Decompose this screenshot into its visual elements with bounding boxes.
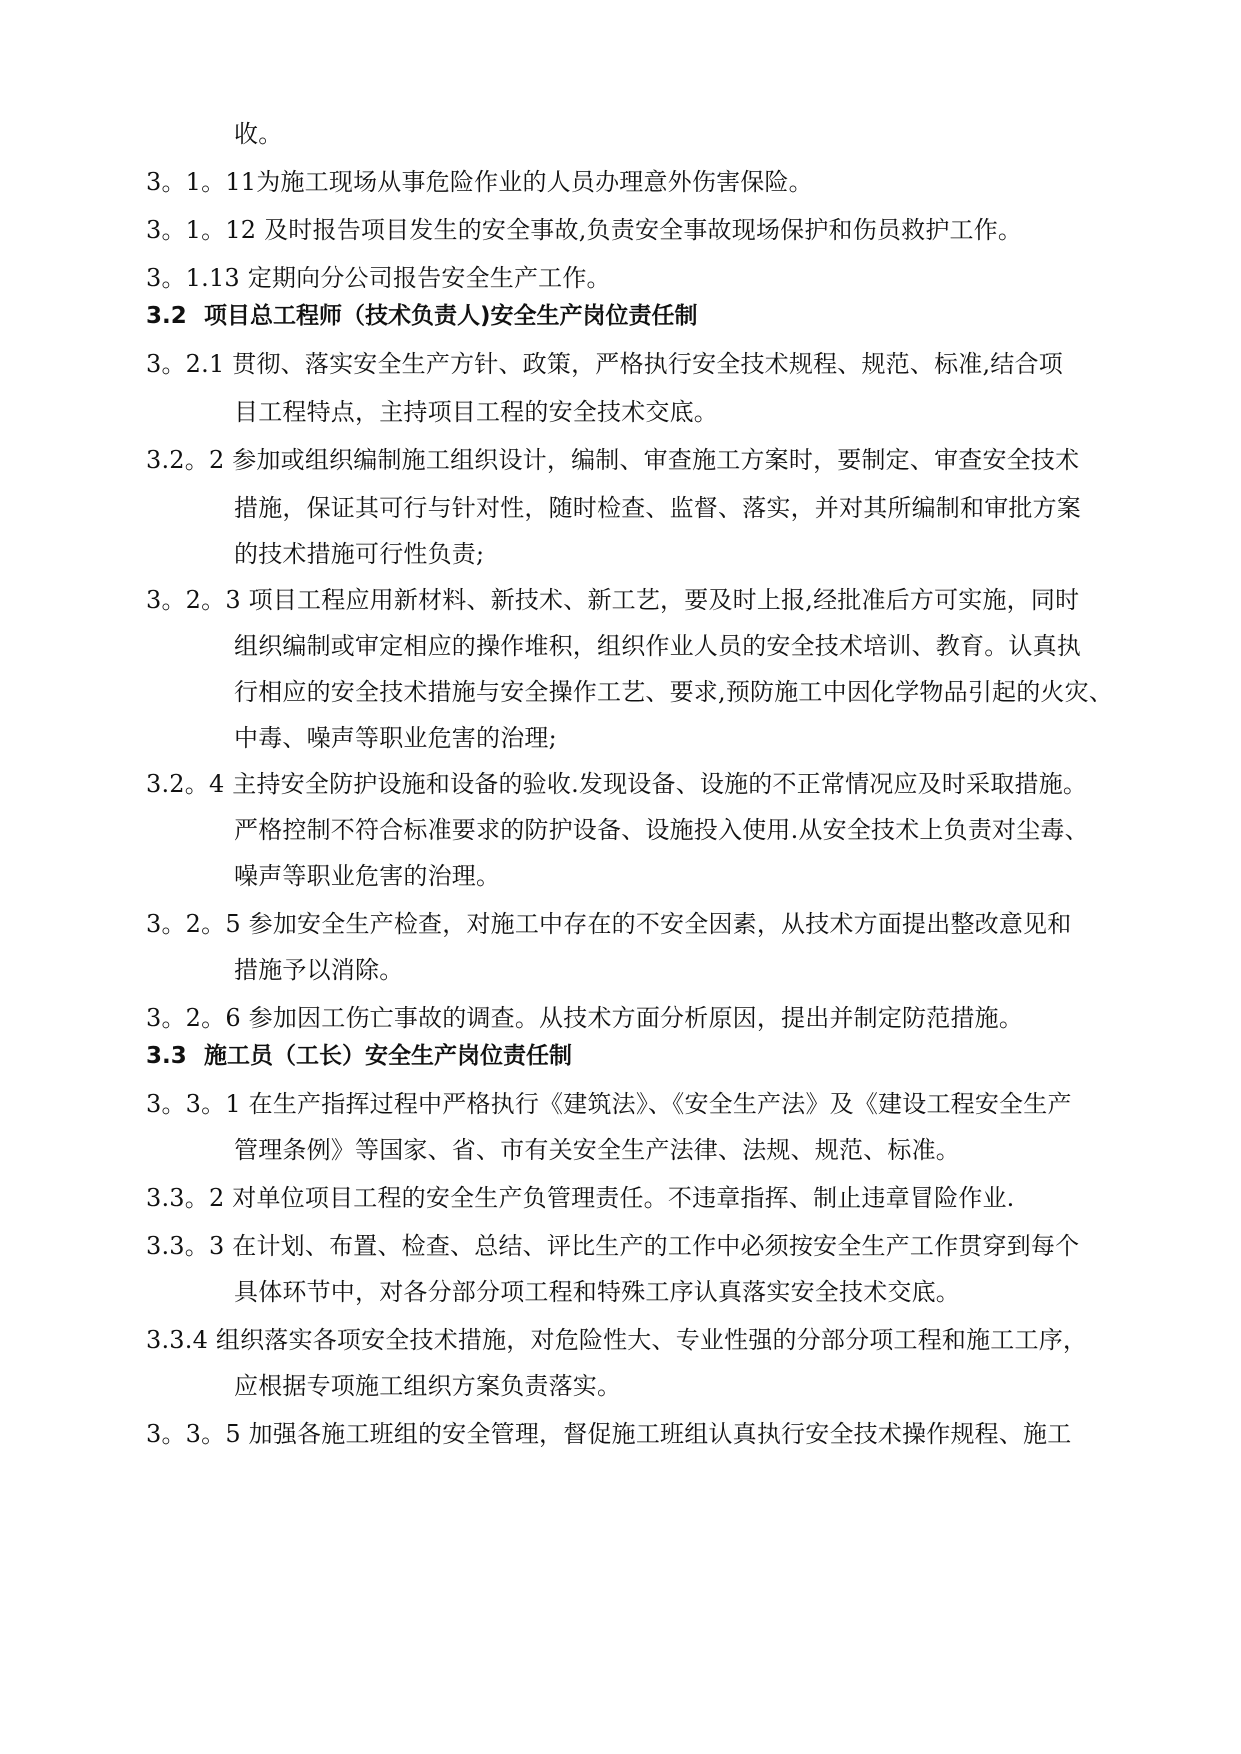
clause-line [146,1182,1015,1214]
clause-continuation: 噪声等职业危害的治理。 [234,862,501,890]
clause-number: 3.3。3 [146,1232,225,1260]
clause-continuation: 目工程特点，主持项目工程的安全技术交底。 [234,398,718,426]
section-number: 3.3 [146,1043,187,1069]
clause-text: 定期向分公司报告安全生产工作。 [239,264,611,292]
clause-text: 主持安全防护设施和设备的验收.发现设备、设施的不正常情况应及时采取措施。 [224,770,1088,798]
clause-number: 3。1。12 [146,216,257,244]
clause-number: 3.3。2 [146,1184,225,1212]
clause-number: 3。3。5 [146,1420,241,1448]
clause-number: 3。2.1 [146,350,225,378]
clause-line [146,262,611,294]
section-number: 3.2 [146,303,187,329]
clause-continuation: 措施，保证其可行与针对性，随时检查、监督、落实，并对其所编制和审批方案 [234,494,1081,522]
clause-line [146,166,813,198]
clause-text: 参加或组织编制施工组织设计，编制、审查施工方案时，要制定、审查安全技术 [224,446,1080,474]
clause-continuation: 组织编制或审定相应的操作堆积，组织作业人员的安全技术培训、教育。认真执 [234,632,1081,660]
clause-text: 为施工现场从事危险作业的人员办理意外伤害保险。 [256,168,813,196]
clause-number: 3。2。5 [146,910,241,938]
clause-text: 组织落实各项安全技术措施，对危险性大、专业性强的分部分项工程和施工工序， [208,1326,1088,1354]
clause-number: 3。3。1 [146,1090,241,1118]
clause-text: 加强各施工班组的安全管理，督促施工班组认真执行安全技术操作规程、施工 [240,1420,1072,1448]
clause-continuation: 中毒、噪声等职业危害的治理; [234,724,557,752]
clause-number: 3。2。6 [146,1004,241,1032]
clause-continuation: 管理条例》等国家、省、市有关安全生产法律、法规、规范、标准。 [234,1136,960,1164]
clause-text: 及时报告项目发生的安全事故,负责安全事故现场保护和伤员救护工作。 [256,216,1023,244]
clause-number: 3。1。11 [146,168,257,196]
clause-line [146,1324,1087,1356]
clause-continuation: 严格控制不符合标准要求的防护设备、设施投入使用.从安全技术上负责对尘毒、 [234,816,1089,844]
clause-line [146,1230,1079,1262]
clause-continuation: 措施予以消除。 [234,956,404,984]
clause-line [146,1418,1071,1450]
section-heading [146,1040,572,1072]
section-title: 项目总工程师（技术负责人)安全生产岗位责任制 [204,303,698,329]
clause-line [146,1088,1072,1120]
clause-number: 3.2。4 [146,770,225,798]
section-heading [146,300,698,332]
clause-number: 3.2。2 [146,446,225,474]
clause-continuation: 具体环节中，对各分部分项工程和特殊工序认真落实安全技术交底。 [234,1278,960,1306]
clause-number: 3。2。3 [146,586,241,614]
clause-text: 参加安全生产检查，对施工中存在的不安全因素，从技术方面提出整改意见和 [240,910,1072,938]
clause-continuation: 收。 [234,120,283,148]
section-title: 施工员（工长）安全生产岗位责任制 [204,1043,572,1069]
clause-number: 3。1.13 [146,264,240,292]
clause-text: 参加因工伤亡事故的调查。从技术方面分析原因，提出并制定防范措施。 [240,1004,1024,1032]
clause-line [146,444,1079,476]
clause-line [146,584,1079,616]
clause-line [146,768,1087,800]
clause-text: 在计划、布置、检查、总结、评比生产的工作中必须按安全生产工作贯穿到每个 [224,1232,1080,1260]
clause-number: 3.3.4 [146,1326,209,1354]
clause-continuation: 的技术措施可行性负责; [234,540,485,568]
clause-text: 项目工程应用新材料、新技术、新工艺，要及时上报,经批准后方可实施，同时 [240,586,1080,614]
clause-line [146,1002,1023,1034]
clause-continuation: 行相应的安全技术措施与安全操作工艺、要求,预防施工中因化学物品引起的火灾、 [234,678,1114,706]
clause-continuation: 应根据专项施工组织方案负责落实。 [234,1372,622,1400]
clause-text: 贯彻、落实安全生产方针、政策，严格执行安全技术规程、规范、标准,结合项 [224,350,1063,378]
clause-line [146,348,1063,380]
clause-line [146,214,1022,246]
clause-line [146,908,1071,940]
clause-text: 对单位项目工程的安全生产负管理责任。不违章指挥、制止违章冒险作业. [224,1184,1015,1212]
clause-text: 在生产指挥过程中严格执行《建筑法》、《安全生产法》及《建设工程安全生产 [240,1090,1072,1118]
